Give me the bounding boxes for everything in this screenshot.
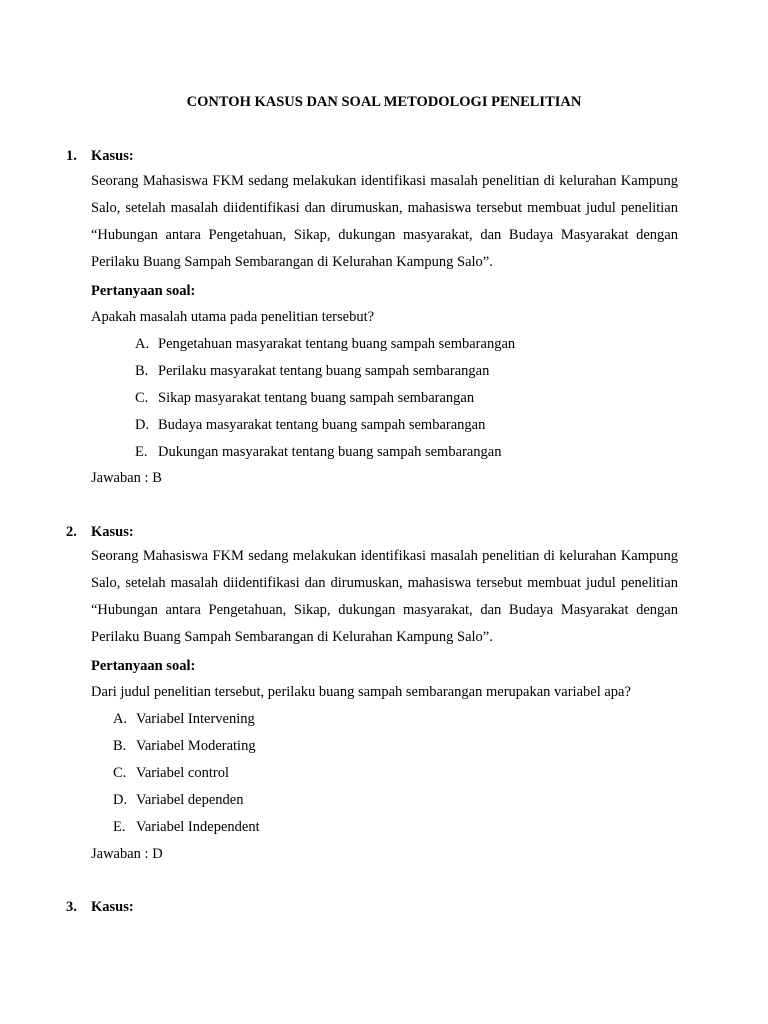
- option-text: Sikap masyarakat tentang buang sampah sembarangan: [158, 390, 475, 406]
- item-2-option-d: [113, 790, 244, 810]
- item-2-option-b: [113, 736, 256, 756]
- item-1-number: 1.: [66, 148, 77, 164]
- option-text: Perilaku masyarakat tentang buang sampah sembarangan: [158, 363, 490, 379]
- item-2-question: Dari judul penelitian tersebut, perilaku buang sampah sembarangan merupakan variabel apa?: [91, 684, 631, 700]
- item-1-option-c: [135, 388, 474, 408]
- item-2-pertanyaan-label: Pertanyaan soal:: [91, 658, 196, 674]
- item-1-option-a: [135, 334, 515, 354]
- option-letter: E.: [135, 444, 148, 460]
- option-text: Variabel control: [136, 765, 230, 781]
- item-2-number: 2.: [66, 524, 77, 540]
- item-1-option-d: [135, 415, 485, 435]
- document-title: CONTOH KASUS DAN SOAL METODOLOGI PENELITIAN: [186, 94, 582, 110]
- option-letter: A.: [113, 711, 128, 727]
- option-text: Pengetahuan masyarakat tentang buang sampah sembarangan: [158, 336, 516, 352]
- option-text: Variabel dependen: [136, 792, 244, 808]
- item-1-option-b: [135, 361, 489, 381]
- item-1-answer: Jawaban : B: [91, 470, 162, 486]
- option-letter: C.: [135, 390, 149, 406]
- option-letter: C.: [113, 765, 127, 781]
- option-letter: B.: [113, 738, 127, 754]
- option-letter: E.: [113, 819, 126, 835]
- option-letter: B.: [135, 363, 149, 379]
- item-3-kasus-label: Kasus:: [91, 899, 134, 915]
- item-1-question: Apakah masalah utama pada penelitian tersebut?: [91, 309, 375, 325]
- item-2-answer: Jawaban : D: [91, 846, 163, 862]
- option-letter: D.: [135, 417, 150, 433]
- option-text: Budaya masyarakat tentang buang sampah sembarangan: [158, 417, 486, 433]
- item-2-option-e: [113, 817, 260, 837]
- item-3-number: 3.: [66, 899, 77, 915]
- item-1-option-e: [135, 442, 501, 462]
- option-letter: D.: [113, 792, 128, 808]
- option-text: Variabel Intervening: [136, 711, 255, 727]
- option-text: Dukungan masyarakat tentang buang sampah sembarangan: [158, 444, 502, 460]
- item-2-kasus-text: Seorang Mahasiswa FKM sedang melakukan identifikasi masalah penelitian di kelurahan Kampung Salo, setelah masalah diidentifikasi dan dirumuskan, mahasiswa tersebut membuat judul penelitian “Hubungan antara Pengetahuan, Sikap, dukungan masyarakat, dan Budaya Masyarakat dengan Perilaku Buang Sampah Sembarangan di Kelurahan Kampung Salo”.: [91, 548, 678, 645]
- item-2-kasus-label: Kasus:: [91, 524, 134, 540]
- option-letter: A.: [135, 336, 150, 352]
- item-1-kasus-text: Seorang Mahasiswa FKM sedang melakukan identifikasi masalah penelitian di kelurahan Kampung Salo, setelah masalah diidentifikasi dan dirumuskan, mahasiswa tersebut membuat judul penelitian “Hubungan antara Pengetahuan, Sikap, dukungan masyarakat, dan Budaya Masyarakat dengan Perilaku Buang Sampah Sembarangan di Kelurahan Kampung Salo”.: [91, 173, 678, 270]
- option-text: Variabel Moderating: [136, 738, 256, 754]
- item-1-kasus-label: Kasus:: [91, 148, 134, 164]
- item-2-option-a: [113, 709, 255, 729]
- item-1-pertanyaan-label: Pertanyaan soal:: [91, 283, 196, 299]
- item-2-option-c: [113, 763, 229, 783]
- option-text: Variabel Independent: [136, 819, 260, 835]
